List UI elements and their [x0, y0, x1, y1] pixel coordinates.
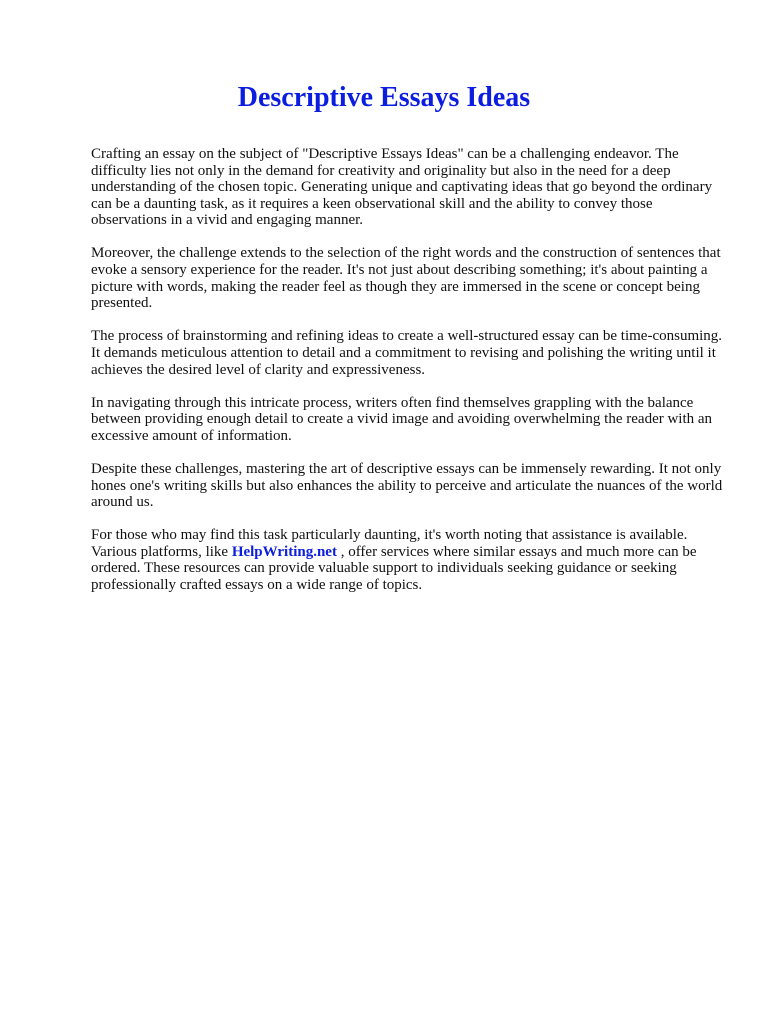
paragraph-rewards: Despite these challenges, mastering the art of descriptive essays can be immensely rewarding. It not only hones one's writing skills but also enhances the ability to perceive and articulate the nuances of the world around us.	[91, 460, 723, 511]
paragraph-intro: Crafting an essay on the subject of "Descriptive Essays Ideas" can be a challenging endeavor. The difficulty lies not only in the demand for creativity and originality but also in the need for a deep understanding of the chosen topic. Generating unique and captivating ideas that go beyond the ordinary can be a daunting task, as it requires a keen observational skill and the ability to convey those observations in a vivid and engaging manner.	[91, 146, 713, 229]
paragraph-balance: In navigating through this intricate process, writers often find themselves grappling with the balance between providing enough detail to create a vivid image and avoiding overwhelming the reader with an excessive amount of information.	[91, 394, 713, 444]
paragraph-assistance	[91, 527, 731, 593]
helpwriting-link[interactable]: HelpWriting.net	[231, 543, 337, 560]
paragraph-challenge: Moreover, the challenge extends to the selection of the right words and the construction of sentences that evoke a sensory experience for the reader. It's not just about describing something; it's about painting a picture with words, making the reader feel as though they are immersed in the scene or concept being presented.	[91, 245, 721, 312]
essay-body	[91, 146, 731, 610]
assistance-text-after-link: , offer services where similar essays and much more can be ordered. These resources can provide valuable support to individuals seeking guidance or seeking professionally crafted essays on a wide range of topics.	[91, 543, 697, 593]
assistance-text-before-link: For those who may find this task particularly daunting, it's worth noting that assistance is available. Various platforms, like	[91, 527, 688, 560]
page-title: Descriptive Essays Ideas	[237, 82, 531, 113]
paragraph-process: The process of brainstorming and refining ideas to create a well-structured essay can be time-consuming. It demands meticulous attention to detail and a commitment to revising and polishing the writing until it achieves the desired level of clarity and expressiveness.	[91, 328, 723, 378]
